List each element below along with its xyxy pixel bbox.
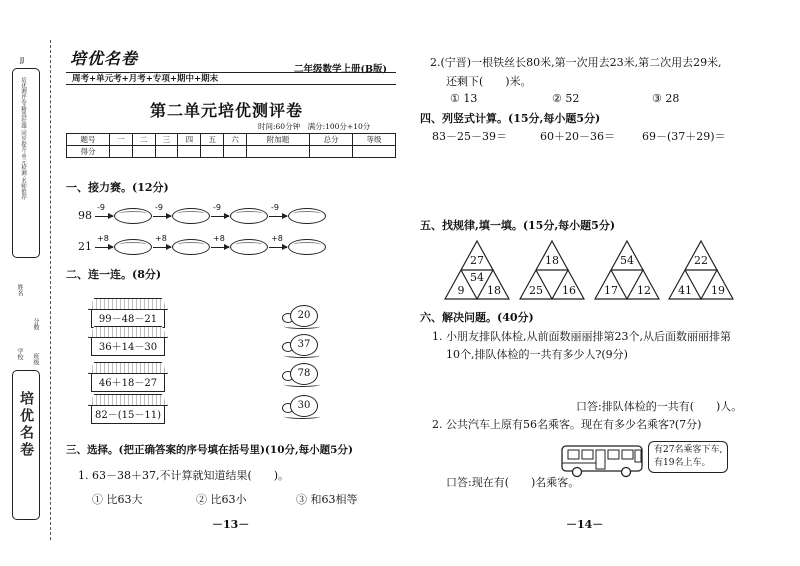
house-expression: 99－48－21 — [98, 314, 158, 325]
triangle-left: 17 — [604, 284, 618, 297]
score-cell[interactable] — [178, 146, 201, 158]
exam-meta: 时间:60分钟 满分:100分+10分 — [258, 122, 371, 131]
triangle-right: 18 — [487, 284, 501, 297]
question-2-line-2: 还剩下( )米。 — [446, 75, 532, 88]
question-1: 1. 63－38＋37,不计算就知道结果( )。 — [78, 469, 290, 482]
chain2-blank-3[interactable] — [230, 239, 268, 255]
chain1-arrow-1 — [95, 216, 113, 217]
strip-notes: 培优测评卷·精选好题·同步提升·单元检测·名师推荐 — [20, 77, 26, 200]
speech-bubble — [648, 441, 728, 473]
col-header: 等级 — [353, 134, 396, 146]
snail-3[interactable] — [280, 363, 320, 387]
snail-4[interactable] — [280, 395, 320, 419]
section-3-heading: 三、选择。(把正确答案的序号填在括号里)(10分,每小题5分) — [66, 444, 353, 456]
row-label: 得分 — [67, 146, 110, 158]
problem-1-line-1: 1. 小朋友排队体检,从前面数丽丽排第23个,从后面数丽丽排第 — [432, 330, 731, 343]
score-row-number — [67, 134, 396, 146]
chain2-arrow-4 — [269, 247, 287, 248]
triangle-1 — [444, 240, 510, 300]
q2-option-3[interactable]: ③ 28 — [652, 92, 680, 105]
q1-option-1[interactable]: ① 比63大 — [92, 493, 143, 506]
chain2-op-3: +8 — [213, 234, 225, 243]
chain2-blank-1[interactable] — [114, 239, 152, 255]
score-cell[interactable] — [201, 146, 224, 158]
q1-option-3[interactable]: ③ 和63相等 — [296, 493, 358, 506]
score-table — [66, 133, 396, 158]
score-cell[interactable] — [246, 146, 309, 158]
header-rule — [66, 72, 396, 73]
triangle-top: 18 — [545, 254, 559, 267]
chain2-arrow-1 — [95, 247, 113, 248]
question-2-line-1: 2.(宁晋)一根铁丝长80米,第一次用去23米,第二次用去29米, — [430, 56, 722, 69]
calc-1: 83－25－39＝ — [432, 130, 507, 143]
section-4-heading: 四、列竖式计算。(15分,每小题5分) — [420, 112, 601, 125]
score-cell[interactable] — [310, 146, 353, 158]
snail-number: 37 — [290, 334, 318, 356]
snail-2[interactable] — [280, 334, 320, 358]
chain1-arrow-4 — [269, 216, 287, 217]
chain1-op-1: -9 — [97, 203, 105, 212]
snail-number: 30 — [290, 395, 318, 417]
score-cell[interactable] — [353, 146, 396, 158]
house-expression: 46＋18－27 — [98, 378, 158, 389]
score-cell[interactable] — [155, 146, 178, 158]
problem-2: 2. 公共汽车上原有56名乘客。现在有多少名乘客?(7分) — [432, 418, 702, 431]
section-2-heading: 二、连一连。(8分) — [66, 268, 162, 281]
field-score-label: 分数 — [32, 318, 39, 330]
chain1-blank-1[interactable] — [114, 208, 152, 224]
chain1-op-4: -9 — [271, 203, 279, 212]
col-header: 六 — [224, 134, 247, 146]
problem-1-line-2: 10个,排队体检的一共有多少人?(9分) — [446, 348, 628, 361]
section-1-heading: 一、接力赛。(12分) — [66, 181, 169, 194]
q2-option-2[interactable]: ② 52 — [552, 92, 580, 105]
triangle-left: 9 — [457, 284, 465, 297]
chain2-op-1: +8 — [97, 234, 109, 243]
score-cell[interactable] — [224, 146, 247, 158]
calc-2: 60＋20－36＝ — [540, 130, 615, 143]
house-1[interactable] — [91, 298, 165, 328]
chain2-op-4: +8 — [271, 234, 283, 243]
house-4[interactable] — [91, 394, 165, 424]
snail-1[interactable] — [280, 305, 320, 329]
col-header: 四 — [178, 134, 201, 146]
triangle-mid-blank[interactable] — [541, 271, 563, 285]
calc-3: 69－(37＋29)＝ — [642, 130, 726, 143]
chain1-blank-4[interactable] — [288, 208, 326, 224]
triangle-right: 16 — [562, 284, 576, 297]
problem-2-answer[interactable]: 口答:现在有( )名乘客。 — [446, 476, 580, 489]
col-header: 二 — [132, 134, 155, 146]
binding-strip — [6, 48, 46, 548]
triangle-mid-blank[interactable] — [616, 271, 638, 285]
triangle-left: 41 — [678, 284, 692, 297]
strip-logo: 培优名卷 — [18, 391, 34, 459]
snail-number: 78 — [290, 363, 318, 385]
field-school-label: 学校 — [16, 348, 23, 360]
grade-label: 二年级数学上册(B版) — [294, 64, 388, 75]
triangle-top: 54 — [620, 254, 634, 267]
chain1-arrow-2 — [153, 216, 171, 217]
triangle-2 — [519, 240, 585, 300]
triangle-left: 25 — [529, 284, 543, 297]
triangle-mid-blank[interactable] — [690, 271, 712, 285]
col-header: 五 — [201, 134, 224, 146]
row-label: 题号 — [67, 134, 110, 146]
col-header: 总分 — [310, 134, 353, 146]
chain2-op-2: +8 — [155, 234, 167, 243]
section-6-heading: 六、解决问题。(40分) — [420, 311, 534, 324]
strip-logo-box — [12, 370, 40, 520]
triangle-top: 27 — [470, 254, 484, 267]
score-cell[interactable] — [109, 146, 132, 158]
binding-cut-line — [50, 40, 51, 540]
chain1-op-2: -9 — [155, 203, 163, 212]
header-rule-2 — [66, 84, 396, 85]
page-number-left: －13－ — [212, 518, 250, 531]
chain2-start: 21 — [78, 240, 92, 253]
field-class-label: 班级 — [32, 353, 39, 365]
field-name-label: 姓名 — [16, 284, 23, 296]
chain1-arrow-3 — [211, 216, 229, 217]
strip-code: JJ — [20, 56, 25, 64]
triangle-4 — [668, 240, 734, 300]
chain2-blank-2[interactable] — [172, 239, 210, 255]
col-header: 三 — [155, 134, 178, 146]
triangle-mid: 54 — [470, 271, 484, 284]
q2-option-1[interactable]: ① 13 — [450, 92, 478, 105]
triangle-3 — [594, 240, 660, 300]
bubble-line-1: 有27名乘客下车, — [654, 445, 723, 455]
house-expression: 36＋14－30 — [98, 342, 158, 353]
house-expression: 82－(15－11) — [95, 410, 161, 421]
page-number-right: －14－ — [566, 518, 604, 531]
chain1-start: 98 — [78, 209, 92, 222]
chain1-blank-2[interactable] — [172, 208, 210, 224]
house-2[interactable] — [91, 326, 165, 356]
col-header: 一 — [109, 134, 132, 146]
triangle-top: 22 — [694, 254, 708, 267]
chain2-blank-4[interactable] — [288, 239, 326, 255]
chain1-blank-3[interactable] — [230, 208, 268, 224]
score-row-score — [67, 146, 396, 158]
header-logo: 培优名卷 — [70, 49, 139, 68]
house-3[interactable] — [91, 362, 165, 392]
snail-number: 20 — [290, 305, 318, 327]
bubble-line-2: 有19名上车。 — [654, 458, 711, 468]
strip-notes-box — [12, 68, 40, 258]
problem-1-answer[interactable]: 口答:排队体检的一共有( )人。 — [576, 400, 743, 413]
section-5-heading: 五、找规律,填一填。(15分,每小题5分) — [420, 219, 616, 232]
triangle-right: 19 — [711, 284, 725, 297]
q1-option-2[interactable]: ② 比63小 — [196, 493, 247, 506]
page-title: 第二单元培优测评卷 — [150, 101, 304, 120]
chain1-op-3: -9 — [213, 203, 221, 212]
chain2-arrow-3 — [211, 247, 229, 248]
chain2-arrow-2 — [153, 247, 171, 248]
score-cell[interactable] — [132, 146, 155, 158]
series-line: 周考+单元考+月考+专项+期中+期末 — [72, 74, 219, 84]
triangle-right: 12 — [637, 284, 651, 297]
col-header: 附加题 — [246, 134, 309, 146]
